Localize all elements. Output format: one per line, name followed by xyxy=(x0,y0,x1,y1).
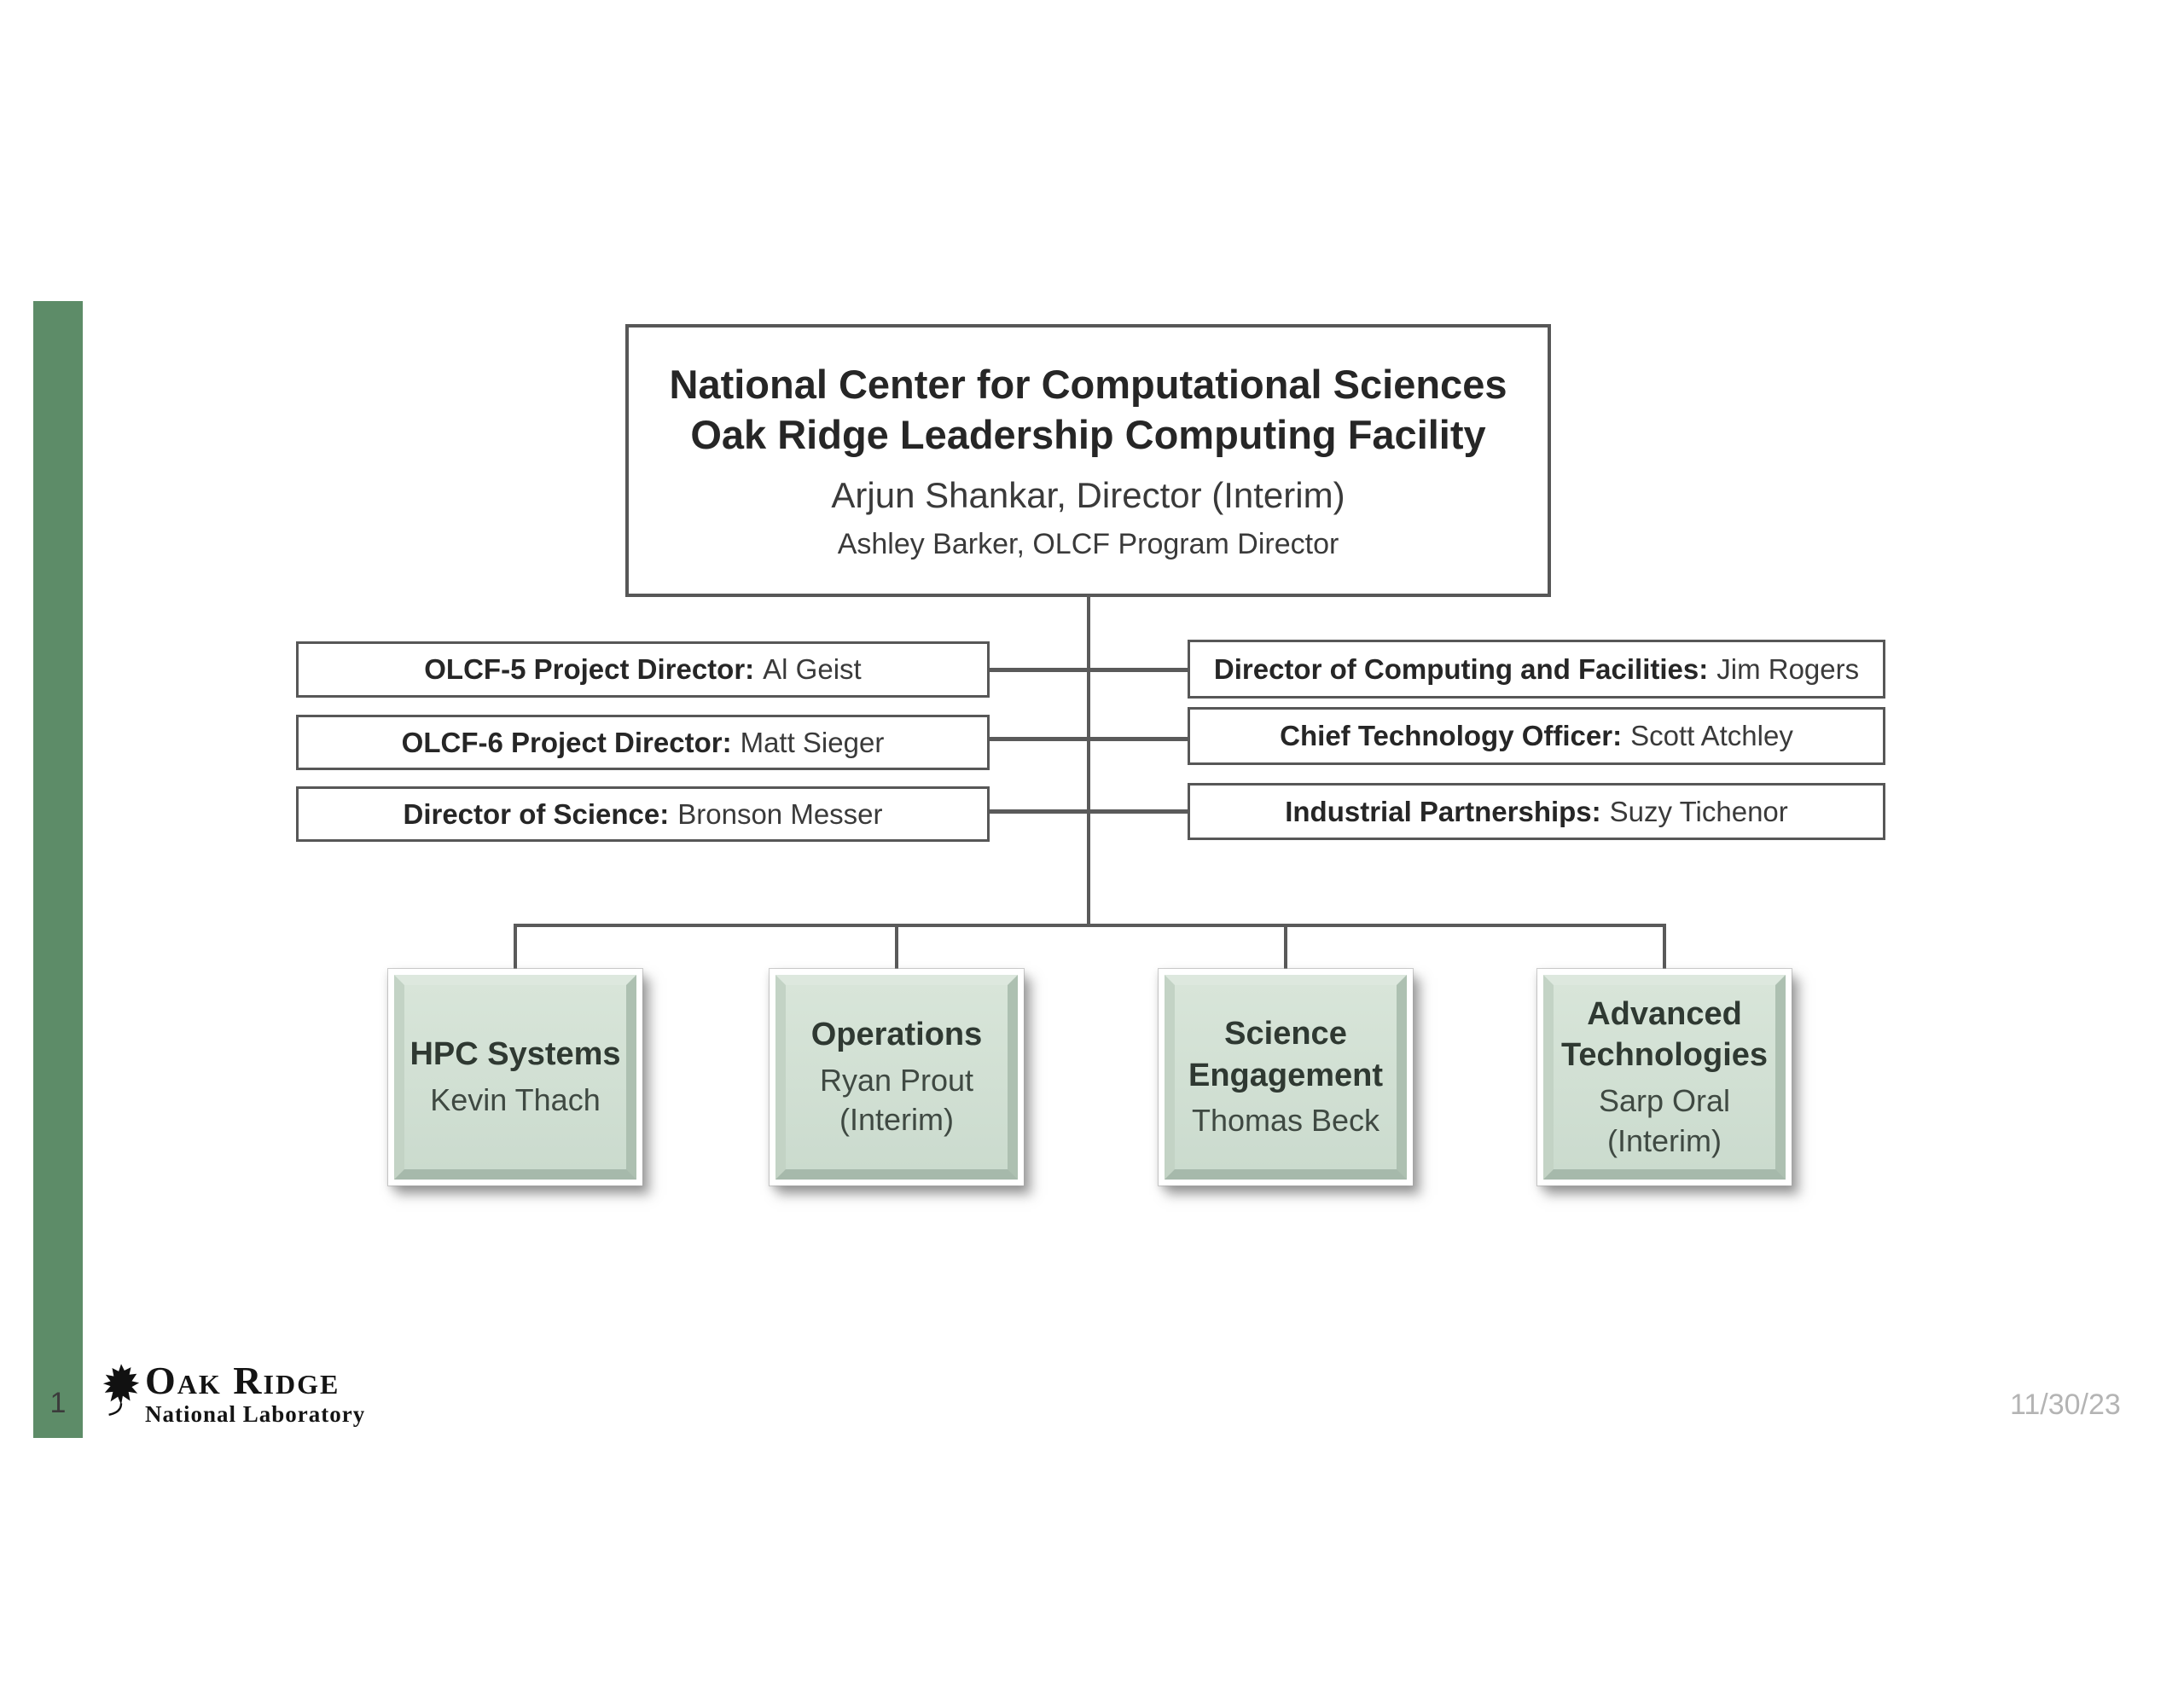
group-lead: Kevin Thach xyxy=(430,1081,601,1117)
group-box-face xyxy=(775,975,1018,1180)
staff-person: Al Geist xyxy=(763,653,862,685)
root-program-director: Ashley Barker, OLCF Program Director xyxy=(837,528,1339,561)
staff-person: Scott Atchley xyxy=(1630,720,1793,751)
staff-person: Matt Sieger xyxy=(740,726,885,758)
group-note: (Interim) xyxy=(839,1102,954,1138)
group-box-face xyxy=(1543,975,1786,1180)
staff-person: Suzy Tichenor xyxy=(1609,795,1788,827)
group-lead: Thomas Beck xyxy=(1191,1103,1380,1139)
staff-box-olcf6-director xyxy=(296,715,990,770)
root-org-name-line2: Oak Ridge Leadership Computing Facility xyxy=(690,411,1486,457)
staff-role: Director of Computing and Facilities: xyxy=(1213,652,1709,685)
group-lead: Sarp Oral xyxy=(1598,1082,1731,1118)
staff-role: Director of Science: xyxy=(403,797,670,830)
ornl-logo-name: Oak Ridge xyxy=(145,1359,340,1402)
group-note: (Interim) xyxy=(1607,1122,1722,1158)
group-dept: Advanced Technologies xyxy=(1560,995,1769,1074)
group-box-hpc-systems xyxy=(388,969,642,1186)
sidebar-accent-bar xyxy=(33,301,83,1438)
ornl-logo xyxy=(101,1361,365,1428)
connector-row2-horizontal xyxy=(990,737,1188,741)
connector-drop-group2 xyxy=(895,924,898,971)
connector-drop-group1 xyxy=(514,924,517,971)
group-dept: HPC Systems xyxy=(410,1036,621,1073)
oak-leaf-icon xyxy=(101,1363,142,1416)
staff-role: Chief Technology Officer: xyxy=(1280,720,1623,751)
group-box-science-engagement xyxy=(1159,969,1413,1186)
group-dept: Operations xyxy=(810,1016,983,1052)
staff-person: Jim Rogers xyxy=(1716,652,1860,685)
ornl-logo-subtitle: National Laboratory xyxy=(145,1401,366,1427)
connector-distribution-horizontal xyxy=(514,924,1666,927)
slide-date: 11/30/23 xyxy=(2010,1388,2121,1421)
staff-box-olcf5-director xyxy=(296,641,990,698)
staff-box-computing-facilities xyxy=(1188,640,1885,699)
group-box-advanced-technologies xyxy=(1537,969,1792,1186)
staff-role: OLCF-6 Project Director: xyxy=(401,726,732,758)
connector-drop-group3 xyxy=(1284,924,1287,971)
page-number: 1 xyxy=(49,1387,67,1419)
group-box-operations xyxy=(770,969,1024,1186)
root-org-name-line1: National Center for Computational Sciences xyxy=(669,361,1507,407)
group-dept: Science Engagement xyxy=(1188,1015,1384,1093)
staff-role: OLCF-5 Project Director: xyxy=(424,653,755,685)
org-root-box xyxy=(625,324,1551,597)
group-box-face xyxy=(1165,975,1407,1180)
staff-box-director-of-science xyxy=(296,786,990,842)
ornl-logo-words xyxy=(145,1361,365,1428)
staff-person: Bronson Messer xyxy=(677,797,883,830)
connector-row1-horizontal xyxy=(990,668,1188,672)
root-director: Arjun Shankar, Director (Interim) xyxy=(831,475,1345,516)
connector-drop-group4 xyxy=(1663,924,1666,971)
connector-row3-horizontal xyxy=(990,809,1188,814)
connector-root-vertical xyxy=(1087,595,1090,927)
group-box-face xyxy=(394,975,636,1180)
staff-box-industrial-partnerships xyxy=(1188,783,1885,840)
group-lead: Ryan Prout xyxy=(819,1062,974,1098)
staff-box-cto xyxy=(1188,707,1885,765)
staff-role: Industrial Partnerships: xyxy=(1285,795,1601,827)
